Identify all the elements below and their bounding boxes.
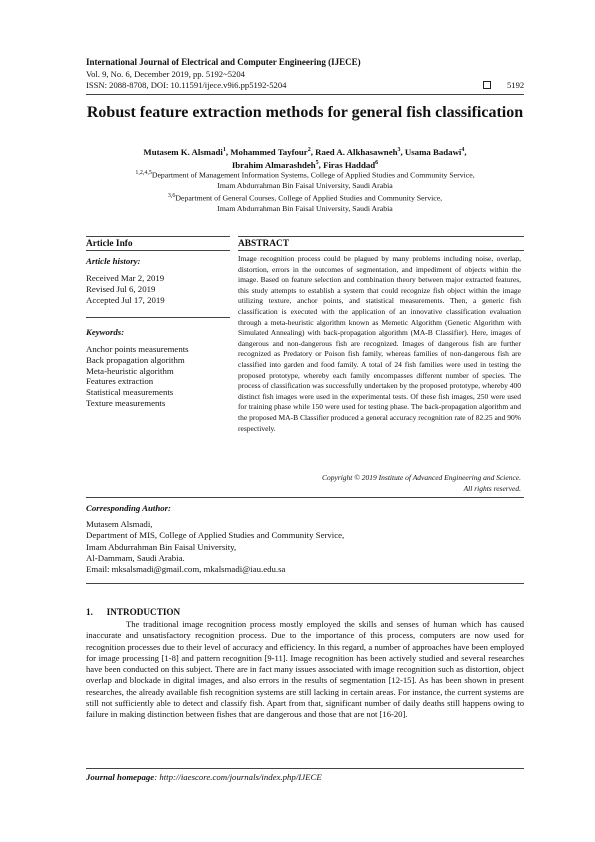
history-list: [86, 273, 165, 305]
corresponding-heading: Corresponding Author:: [86, 503, 171, 513]
affiliation-line: Department of Management Information Systems, College of Applied Studies and Community Service,: [151, 170, 475, 180]
paragraph: The traditional image recognition process mostly employed the skills and senses of human which has caused inaccurate and unsatisfactory recognition process. Due to the importance of this process, computers are now used for recognition processes due to their level of accuracy and efficiency. In this regard, a number of approaches have been employed for image processing [1-8] and pattern recognition [9-11]. Image recognition has been actively studied and several researches have been conducted on this subject. There are in fact many issues associated with image recognition such as distortion, object overlap and blockade in digital images, and also errors in the results of segmentation [12-15]. As has been shown in present researches, the already available fish recognition systems are still lacking in certain areas. For instance, the current systems are still not sufficiently able to detect and classify fish. Apart from that, significant number of daily deaths still happens owing to failure in making distinction between fishes that are dangerous and those that are not [16-20].: [86, 619, 524, 720]
keywords-heading: Keywords:: [86, 327, 125, 337]
author-name: Raed A. Alkhasawneh: [315, 146, 398, 157]
article-info-rule: [86, 250, 230, 251]
keyword-list: [86, 344, 189, 409]
homepage-link[interactable]: http://iaescore.com/journals/index.php/IJECE: [159, 772, 322, 782]
journal-homepage: Journal homepage: http://iaescore.com/journals/index.php/IJECE: [86, 772, 322, 782]
corresponding-rule: [86, 583, 524, 584]
section-heading: 1. INTRODUCTION: [86, 607, 181, 617]
footer-rule: [86, 768, 524, 769]
journal-name: International Journal of Electrical and Computer Engineering (IJECE): [86, 57, 361, 67]
history-heading: Article history:: [86, 256, 141, 266]
keyword: Texture measurements: [86, 397, 166, 408]
abstract-bottom-rule: [86, 497, 524, 498]
volume-info: Vol. 9, No. 6, December 2019, pp. 5192~5204: [86, 69, 245, 79]
corresponding-details: Mutasem Alsmadi, Department of MIS, College of Applied Studies and Community Service, Imam Abdurrahman Bin Faisal University, Al-Dammam, Saudi Arabia. Email: mksalsmadi@gmail.com, mkalsmadi@iau.edu.sa: [86, 519, 345, 575]
keyword: Meta-heuristic algorithm: [86, 365, 174, 376]
history-rule: [86, 317, 230, 318]
email-line: Email: mksalsmadi@gmail.com, mkalsmadi@iau.edu.sa: [86, 564, 286, 575]
affiliation-line: Imam Abdurrahman Bin Faisal University, Saudi Arabia: [217, 204, 393, 214]
keyword: Features extraction: [86, 376, 154, 387]
received-date: Received Mar 2, 2019: [86, 273, 165, 283]
page-number: 5192: [507, 80, 525, 90]
author-name: Usama Badawi: [404, 146, 462, 157]
article-info-top-rule: [86, 236, 230, 237]
page-box-icon: [483, 81, 491, 89]
author-name: Firas Haddad: [323, 160, 376, 171]
abstract-text: Image recognition process could be plagued by many problems including noise, overlap, distortion, errors in the outcomes of segmentation, and impediment of objects within the image. Based on feature selection and combination theory between major extracted features, this study attempts to establish a system that could recognize fish object within the image utilizing texture, anchor points, and statistical measurements. Then, a generic fish classification is executed with the application of an innovative classification evaluation through a meta-heuristic algorithm known as Memetic Algorithm (Genetic Algorithm with Simulated Annealing) with back-propagation algorithm (MA-B Classifier). Here, images of dangerous and non-dangerous fish are recognized. Images of dangerous fish are further recognized as Predatory or Poison fish family, whereas families of non-dangerous fish are classified into garden and food family. A total of 24 fish families were used in testing the proposed prototype, whereby each family encompasses different number of species. The process of classification was successfully undertaken by the proposed prototype, whereby 400 distinct fish images were used in the experimental tests. Of these fish images, 250 were used for training phase while 150 were used for testing phase. The back-propagation algorithm and the proposed MA-B Classifier produced a general accuracy recognition rate of 82.25 and 90% respectively.: [238, 254, 521, 433]
header-rule: [86, 94, 524, 95]
keyword: Anchor points measurements: [86, 344, 189, 354]
copyright: Copyright © 2019 Institute of Advanced Engineering and Science. All rights reserved.: [321, 473, 521, 493]
affiliation-line: Imam Abdurrahman Bin Faisal University, Saudi Arabia: [217, 180, 393, 190]
affiliation-line: Department of General Courses, College of Applied Studies and Community Service,: [175, 193, 443, 203]
keyword: Back propagation algorithm: [86, 354, 185, 365]
abstract-top-rule: [238, 236, 524, 237]
abstract-heading: ABSTRACT: [238, 239, 290, 249]
paper-title: Robust feature extraction methods for general fish classification: [86, 104, 524, 121]
affiliations: $^{1,2,4,5}$Department of Management Information Systems, College of Applied Studies and Community Service, Imam Abdurrahman Bin Faisal University, Saudi Arabia $^{3,6}$Department of General Courses, College of Applied Studies and Community Service, Imam Abdurrahman Bin Faisal University, Saudi Arabia: [86, 168, 524, 214]
abstract-rule: [238, 250, 524, 251]
keyword: Statistical measurements: [86, 387, 174, 398]
introduction-body: [86, 619, 524, 721]
author-name: Mohammed Tayfour: [230, 146, 308, 157]
author-name: Mutasem K. Alsmadi: [143, 146, 223, 157]
author-name: Ibrahim Almarashdeh: [231, 160, 316, 171]
author-list: Mutasem K. Alsmadi$^1$, Mohammed Tayfour$^2$, Raed A. Alkhasawneh$^3$, Usama Badawi$^4$, Ibrahim Almarashdeh$^5$, Firas Haddad$^6$: [143, 146, 467, 171]
article-info-heading: Article Info: [86, 239, 133, 249]
issn-doi: ISSN: 2088-8708, DOI: 10.11591/ijece.v9i6.pp5192-5204: [86, 80, 287, 90]
revised-date: Revised Jul 6, 2019: [86, 283, 156, 294]
accepted-date: Accepted Jul 17, 2019: [86, 294, 165, 305]
